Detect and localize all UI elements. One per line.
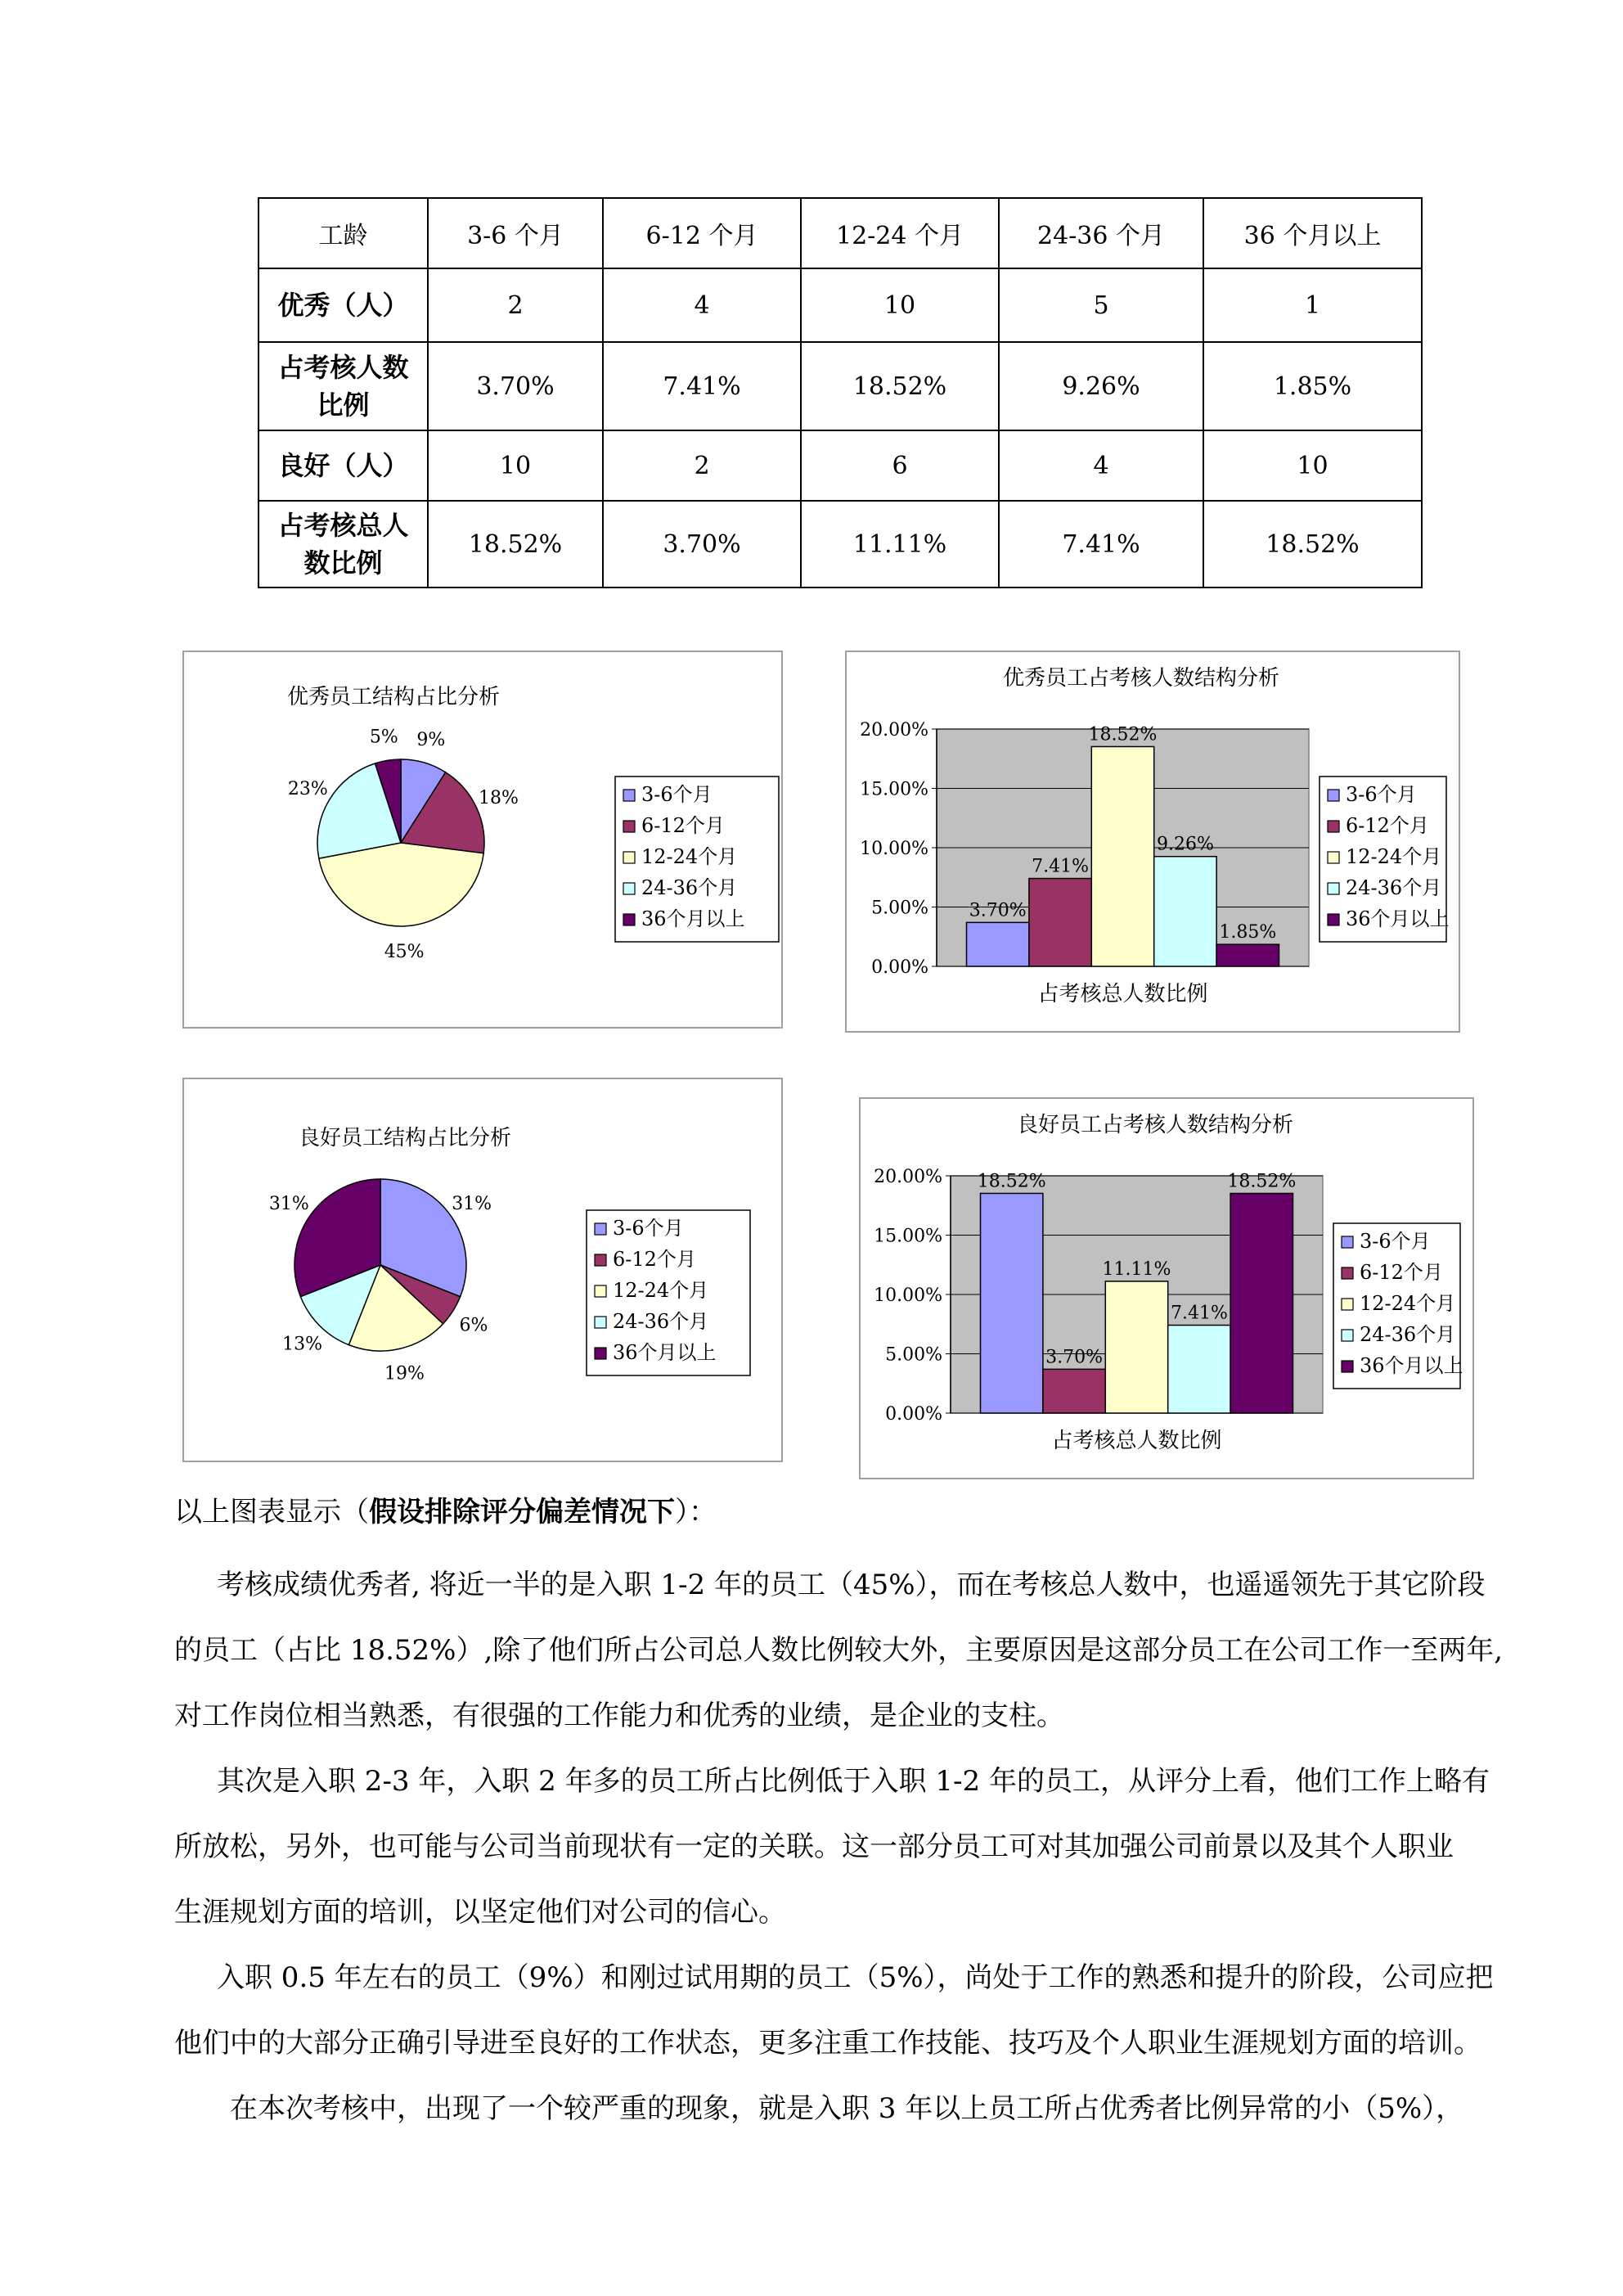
paragraph-3: [174, 1945, 1516, 2076]
y-tick-label: 0.00%: [871, 957, 928, 978]
bar: [1029, 879, 1091, 966]
bar-data-label: 18.52%: [977, 1171, 1046, 1192]
pie-data-label: 6%: [459, 1315, 488, 1336]
legend-label: 6-12个月: [641, 814, 725, 837]
bar: [981, 1193, 1043, 1413]
legend-swatch: [623, 883, 635, 894]
paragraph-1: [174, 1552, 1516, 1749]
legend-label: 6-12个月: [1360, 1261, 1443, 1284]
table-cell: 6: [801, 430, 999, 501]
y-tick-label: 15.00%: [860, 779, 928, 800]
legend-swatch: [623, 821, 635, 832]
table-header-cell: 12-24 个月: [801, 198, 999, 268]
paragraph-4: [174, 2076, 1516, 2141]
row-header: [259, 342, 428, 430]
table-row: [259, 268, 1422, 342]
bar-data-label: 3.70%: [969, 900, 1027, 921]
good-pie-chart: [182, 1078, 783, 1462]
row-header-text: 优秀（人）: [277, 290, 409, 321]
data-table: [258, 197, 1423, 588]
table-cell: 1.85%: [1203, 342, 1422, 430]
chart-svg: [184, 652, 781, 1027]
legend-swatch: [1328, 790, 1339, 801]
pie-data-label: 31%: [452, 1194, 492, 1215]
legend-label: 36个月以上: [641, 907, 745, 930]
paragraph-line: 的员工（占比 18.52%）,除了他们所占公司总人数比例较大外，主要原因是这部分员工在公司工作一至两年,: [174, 1634, 1504, 1667]
table-cell: 7.41%: [999, 501, 1203, 588]
intro-prefix: 以上图表显示（: [174, 1496, 369, 1528]
legend-swatch: [623, 790, 635, 801]
table-cell: 18.52%: [1203, 501, 1422, 588]
table-cell: 10: [801, 268, 999, 342]
table-cell: 11.11%: [801, 501, 999, 588]
pie-data-label: 19%: [384, 1363, 425, 1384]
paragraph-2: [174, 1749, 1516, 1945]
intro-bold: 假设排除评分偏差情况下: [369, 1496, 675, 1528]
table-header-cell: 6-12 个月: [603, 198, 801, 268]
y-tick-label: 15.00%: [874, 1226, 942, 1247]
legend-label: 12-24个月: [1346, 845, 1442, 868]
table-cell: 18.52%: [801, 342, 999, 430]
table-cell: 10: [428, 430, 603, 501]
chart-title: 良好员工结构占比分析: [298, 1126, 512, 1150]
legend-label: 12-24个月: [613, 1279, 709, 1302]
table-header-cell: 工龄: [259, 198, 428, 268]
paragraph-line: 其次是入职 2-3 年，入职 2 年多的员工所占比例低于入职 1-2 年的员工，从评分上看，他们工作上略有: [217, 1765, 1490, 1798]
legend-label: 12-24个月: [641, 845, 738, 868]
table-cell: 9.26%: [999, 342, 1203, 430]
row-header-text: 占考核人数: [277, 352, 409, 383]
bar: [967, 922, 1029, 966]
bar: [1230, 1193, 1293, 1413]
x-axis-label: 占考核总人数比例: [1037, 982, 1208, 1006]
table-header-cell: 3-6 个月: [428, 198, 603, 268]
y-tick-label: 10.00%: [860, 839, 928, 859]
bar: [1216, 944, 1279, 966]
paragraph-line: 对工作岗位相当熟悉，有很强的工作能力和优秀的业绩，是企业的支柱。: [174, 1699, 1064, 1732]
summary-intro: [174, 1489, 717, 1529]
x-axis-label: 占考核总人数比例: [1051, 1429, 1222, 1453]
paragraph-line: 生涯规划方面的培训，以坚定他们对公司的信心。: [174, 1896, 786, 1929]
legend-label: 3-6个月: [613, 1217, 684, 1240]
table-cell: 2: [603, 430, 801, 501]
chart-svg: [847, 652, 1459, 1031]
legend-label: 24-36个月: [613, 1310, 709, 1333]
bar-data-label: 7.41%: [1170, 1303, 1228, 1324]
legend-swatch: [595, 1348, 606, 1359]
bar: [1168, 1326, 1230, 1413]
legend-swatch: [1328, 852, 1339, 863]
legend-swatch: [595, 1317, 606, 1328]
row-header-text: 数比例: [303, 547, 383, 579]
good-bar-chart: [859, 1097, 1474, 1479]
legend-swatch: [595, 1285, 606, 1297]
legend-swatch: [1342, 1299, 1353, 1310]
legend-swatch: [595, 1254, 606, 1266]
y-tick-label: 20.00%: [874, 1167, 942, 1187]
y-tick-label: 10.00%: [874, 1285, 942, 1306]
row-header-text: 比例: [317, 389, 370, 421]
pie-data-label: 5%: [369, 727, 398, 748]
bar: [1043, 1369, 1105, 1413]
table-cell: 7.41%: [603, 342, 801, 430]
paragraph-line: 入职 0.5 年左右的员工（9%）和刚过试用期的员工（5%），尚处于工作的熟悉和提升的阶段，公司应把: [217, 1961, 1494, 1994]
pie-data-label: 23%: [287, 778, 328, 799]
y-tick-label: 0.00%: [885, 1404, 942, 1425]
bar-data-label: 18.52%: [1088, 724, 1158, 745]
table-row: [259, 342, 1422, 430]
table-header-row: [259, 198, 1422, 268]
row-header: [259, 430, 428, 501]
y-tick-label: 20.00%: [860, 720, 928, 741]
table-cell: 3.70%: [428, 342, 603, 430]
legend-swatch: [623, 914, 635, 925]
pie-slice: [319, 843, 483, 926]
bar-data-label: 11.11%: [1102, 1258, 1171, 1280]
legend-swatch: [1342, 1267, 1353, 1279]
legend-label: 3-6个月: [1346, 783, 1417, 806]
table-row: [259, 430, 1422, 501]
row-header-text: 占考核总人: [277, 510, 409, 541]
intro-suffix: ）：: [675, 1496, 717, 1528]
legend-swatch: [1342, 1236, 1353, 1248]
legend-swatch: [1328, 914, 1339, 925]
paragraph-line: 他们中的大部分正确引导进至良好的工作状态，更多注重工作技能、技巧及个人职业生涯规划方面的培训。: [174, 2027, 1481, 2060]
bar: [1105, 1281, 1167, 1413]
bar: [1091, 746, 1153, 966]
table-header-cell: 36 个月以上: [1203, 198, 1422, 268]
y-tick-label: 5.00%: [871, 898, 928, 919]
legend-label: 12-24个月: [1360, 1292, 1456, 1315]
chart-svg: [861, 1099, 1472, 1478]
chart-title: 良好员工占考核人数结构分析: [1016, 1113, 1294, 1137]
table-cell: 2: [428, 268, 603, 342]
bar: [1154, 857, 1216, 966]
legend-label: 6-12个月: [1346, 814, 1429, 837]
legend-swatch: [1328, 821, 1339, 832]
pie-data-label: 31%: [268, 1194, 309, 1215]
table-cell: 10: [1203, 430, 1422, 501]
chart-title: 优秀员工结构占比分析: [286, 685, 501, 709]
pie-data-label: 13%: [282, 1334, 322, 1355]
table-cell: 4: [999, 430, 1203, 501]
bar-data-label: 9.26%: [1156, 834, 1214, 855]
row-header: [259, 501, 428, 588]
legend-swatch: [1328, 883, 1339, 894]
legend-label: 36个月以上: [613, 1341, 717, 1364]
legend-label: 3-6个月: [641, 783, 713, 806]
excellent-pie-chart: [182, 651, 783, 1029]
row-header: [259, 268, 428, 342]
table-cell: 4: [603, 268, 801, 342]
bar-data-label: 1.85%: [1219, 922, 1277, 943]
pie-data-label: 9%: [416, 730, 446, 751]
y-tick-label: 5.00%: [885, 1344, 942, 1366]
pie-data-label: 45%: [384, 941, 425, 962]
paragraph-line: 考核成绩优秀者, 将近一半的是入职 1-2 年的员工（45%），而在考核总人数中，也遥遥领先于其它阶段: [217, 1569, 1486, 1601]
pie-data-label: 18%: [478, 787, 519, 808]
chart-title: 优秀员工占考核人数结构分析: [1002, 666, 1280, 691]
legend-label: 6-12个月: [613, 1248, 696, 1271]
legend-swatch: [1342, 1330, 1353, 1341]
legend-label: 36个月以上: [1346, 907, 1450, 930]
excellent-bar-chart: [845, 651, 1460, 1033]
bar-data-label: 3.70%: [1045, 1347, 1104, 1368]
table-header-cell: 24-36 个月: [999, 198, 1203, 268]
chart-svg: [184, 1079, 781, 1461]
table-row: [259, 501, 1422, 588]
bar-data-label: 18.52%: [1227, 1171, 1297, 1192]
table-cell: 3.70%: [603, 501, 801, 588]
table-cell: 1: [1203, 268, 1422, 342]
legend-label: 3-6个月: [1360, 1230, 1431, 1253]
legend-label: 24-36个月: [1360, 1323, 1456, 1346]
legend-label: 24-36个月: [641, 876, 738, 899]
table-cell: 5: [999, 268, 1203, 342]
legend-label: 36个月以上: [1360, 1354, 1463, 1377]
paragraph-line: 在本次考核中，出现了一个较严重的现象，就是入职 3 年以上员工所占优秀者比例异常的小（5%），: [230, 2092, 1464, 2125]
row-header-text: 良好（人）: [277, 450, 409, 481]
legend-swatch: [623, 852, 635, 863]
legend-swatch: [595, 1223, 606, 1235]
paragraph-line: 所放松，另外，也可能与公司当前现状有一定的关联。这一部分员工可对其加强公司前景以及其个人职业: [174, 1830, 1454, 1863]
table-cell: 18.52%: [428, 501, 603, 588]
legend-label: 24-36个月: [1346, 876, 1442, 899]
bar-data-label: 7.41%: [1032, 856, 1090, 877]
legend-swatch: [1342, 1361, 1353, 1372]
